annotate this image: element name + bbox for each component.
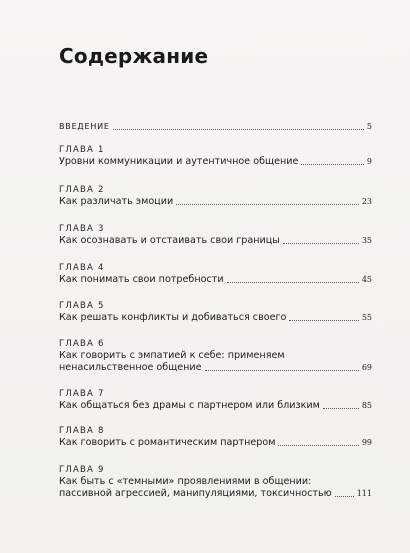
chapter-label: ГЛАВА 6 (59, 339, 105, 349)
dot-leader (227, 282, 359, 283)
toc-page-number: 9 (366, 157, 372, 166)
toc-entry-chapter-7[interactable] (59, 389, 372, 412)
toc-entry-chapter-3[interactable] (59, 224, 372, 247)
chapter-label: ГЛАВА 1 (59, 145, 105, 155)
toc-entry-chapter-5[interactable] (59, 301, 372, 324)
toc-page-number: 111 (356, 489, 372, 498)
chapter-label: ГЛАВА 7 (59, 389, 105, 399)
dot-leader (176, 204, 359, 205)
chapter-label: ГЛАВА 8 (59, 426, 105, 436)
chapter-label: ГЛАВА 5 (59, 301, 105, 311)
dot-leader (278, 445, 358, 446)
dot-leader (113, 129, 364, 130)
toc-entry-title: Как говорить с романтическим партнером (59, 437, 276, 448)
toc-entry-title: Как решать конфликты и добиваться своего (59, 312, 287, 323)
dot-leader (283, 243, 359, 244)
toc-entry-title-line: Как быть с «темными» проявлениями в общении: (59, 476, 312, 487)
toc-entry-title: Как понимать свои потребности (59, 274, 224, 285)
toc-entry-title: пассивной агрессией, манипуляциями, токсичностью (59, 488, 332, 499)
toc-entry-intro[interactable] (59, 121, 372, 133)
toc-entry-title: Уровни коммуникации и аутентичное общение (59, 156, 299, 167)
toc-entry-title: ВВЕДЕНИЕ (59, 122, 110, 131)
chapter-label: ГЛАВА 4 (59, 263, 105, 273)
dot-leader (335, 496, 354, 497)
dot-leader (205, 370, 359, 371)
toc-entry-chapter-6[interactable] (59, 339, 372, 374)
toc-page-number: 55 (361, 313, 372, 322)
dot-leader (301, 164, 364, 165)
chapter-label: ГЛАВА 2 (59, 185, 105, 195)
toc-page-number: 99 (361, 438, 372, 447)
toc-page-number: 23 (361, 197, 372, 206)
toc-page-number: 5 (366, 122, 372, 131)
toc-entry-chapter-1[interactable] (59, 145, 372, 168)
toc-entry-chapter-8[interactable] (59, 426, 372, 449)
toc-page-number: 69 (361, 363, 372, 372)
toc-entry-chapter-4[interactable] (59, 263, 372, 286)
toc-entry-chapter-2[interactable] (59, 185, 372, 208)
toc-entry-title: Как общаться без драмы с партнером или близким (59, 400, 320, 411)
dot-leader (289, 320, 358, 321)
chapter-label: ГЛАВА 3 (59, 224, 105, 234)
toc-entry-title-line: Как говорить с эмпатией к себе: применяем (59, 350, 285, 361)
toc-page-number: 45 (361, 275, 372, 284)
chapter-label: ГЛАВА 9 (59, 465, 105, 475)
page-title: Содержание (59, 44, 209, 68)
toc-page-number: 85 (361, 401, 372, 410)
toc-entry-title: Как различать эмоции (59, 196, 174, 207)
dot-leader (323, 408, 359, 409)
toc-entry-chapter-9[interactable] (59, 465, 372, 500)
toc-entry-title: ненасильственное общение (59, 362, 202, 373)
toc-entry-title: Как осознавать и отстаивать свои границы (59, 235, 280, 246)
toc-page-number: 35 (361, 236, 372, 245)
